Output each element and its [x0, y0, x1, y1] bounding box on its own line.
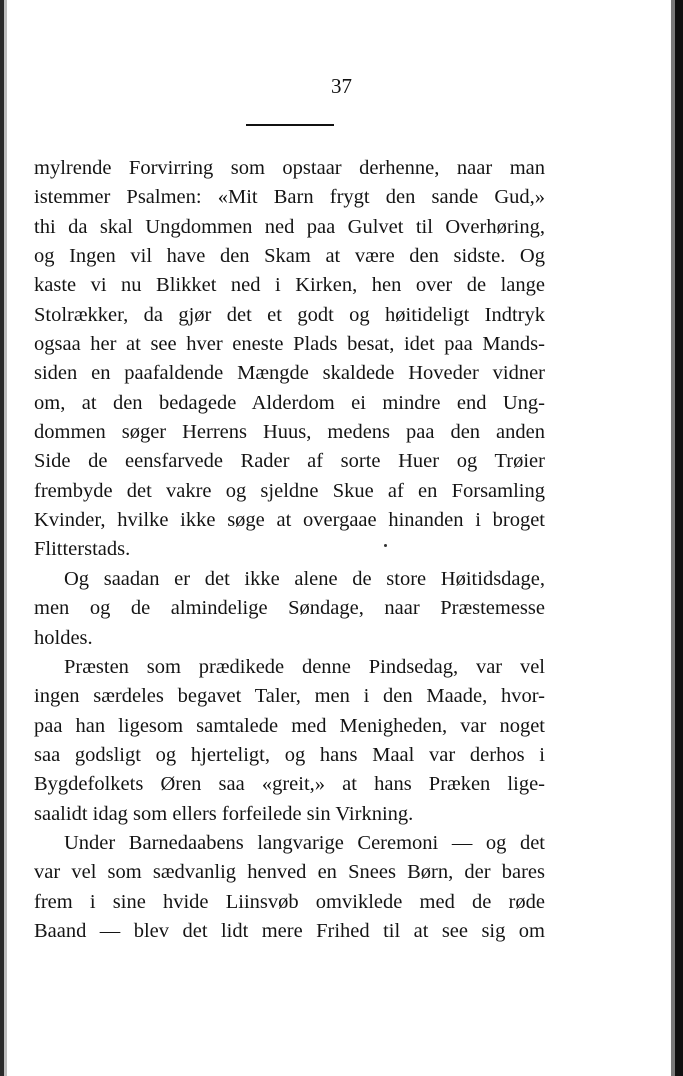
text-line: ogsaa her at see hver eneste Plads besat, idet paa Mands- [34, 333, 545, 356]
text-line: Under Barnedaabens langvarige Ceremoni — og det [64, 831, 545, 854]
text-line: siden en paafaldende Mængde skaldede Hoveder vidner [34, 362, 545, 385]
text-line: ingen særdeles begavet Taler, men i den Maade, hvor- [34, 685, 545, 708]
text-line: istemmer Psalmen: «Mit Barn frygt den sande Gud,» [34, 186, 545, 209]
text-line: om, at den bedagede Alderdom ei mindre end Ung- [34, 391, 545, 414]
text-line: Kvinder, hvilke ikke søge at overgaae hinanden i broget [34, 509, 545, 532]
scan-edge-right [675, 0, 683, 1076]
text-line: dommen søger Herrens Huus, medens paa den anden [34, 421, 545, 444]
text-line: var vel som sædvanlig henved en Snees Børn, der bares [34, 861, 545, 884]
text-line: mylrende Forvirring som opstaar derhenne, naar man [34, 157, 545, 179]
text-line: holdes. [34, 626, 93, 649]
text-line: saa godsligt og hjerteligt, og hans Maal var derhos i [34, 743, 545, 766]
text-line: Præsten som prædikede denne Pindsedag, var vel [64, 655, 545, 678]
text-line: Stolrækker, da gjør det et godt og høitideligt Indtryk [34, 303, 545, 326]
paragraph [34, 829, 545, 946]
text-line: men og de almindelige Søndage, naar Præstemesse [34, 597, 545, 620]
text-line: frembyde det vakre og sjeldne Skue af en Forsamling [34, 479, 545, 502]
text-line: og Ingen vil have den Skam at være den sidste. Og [34, 245, 545, 268]
paragraph [34, 154, 545, 565]
text-line: paa han ligesom samtalede med Menigheden, var noget [34, 714, 545, 737]
body-text [34, 154, 545, 946]
paragraph [34, 653, 545, 829]
header-rule [246, 124, 334, 126]
text-line: Og saadan er det ikke alene de store Høitidsdage, [64, 567, 545, 590]
text-line: Flitterstads. [34, 538, 131, 561]
text-line: Baand — blev det lidt mere Frihed til at see sig om [34, 919, 545, 942]
text-line: Bygdefolkets Øren saa «greit,» at hans Præken lige- [34, 773, 545, 796]
print-speck [384, 544, 387, 547]
text-line: frem i sine hvide Liinsvøb omviklede med de røde [34, 890, 545, 913]
paragraph [34, 565, 545, 653]
scan-edge-left-shadow [4, 0, 7, 1076]
text-line: saalidt idag som ellers forfeilede sin Virkning. [34, 802, 414, 825]
text-line: kaste vi nu Blikket ned i Kirken, hen over de lange [34, 274, 545, 297]
text-line: thi da skal Ungdommen ned paa Gulvet til Overhøring, [34, 215, 545, 238]
page-number: 37 [331, 74, 352, 98]
text-line: Side de eensfarvede Rader af sorte Huer og Trøier [34, 450, 545, 473]
